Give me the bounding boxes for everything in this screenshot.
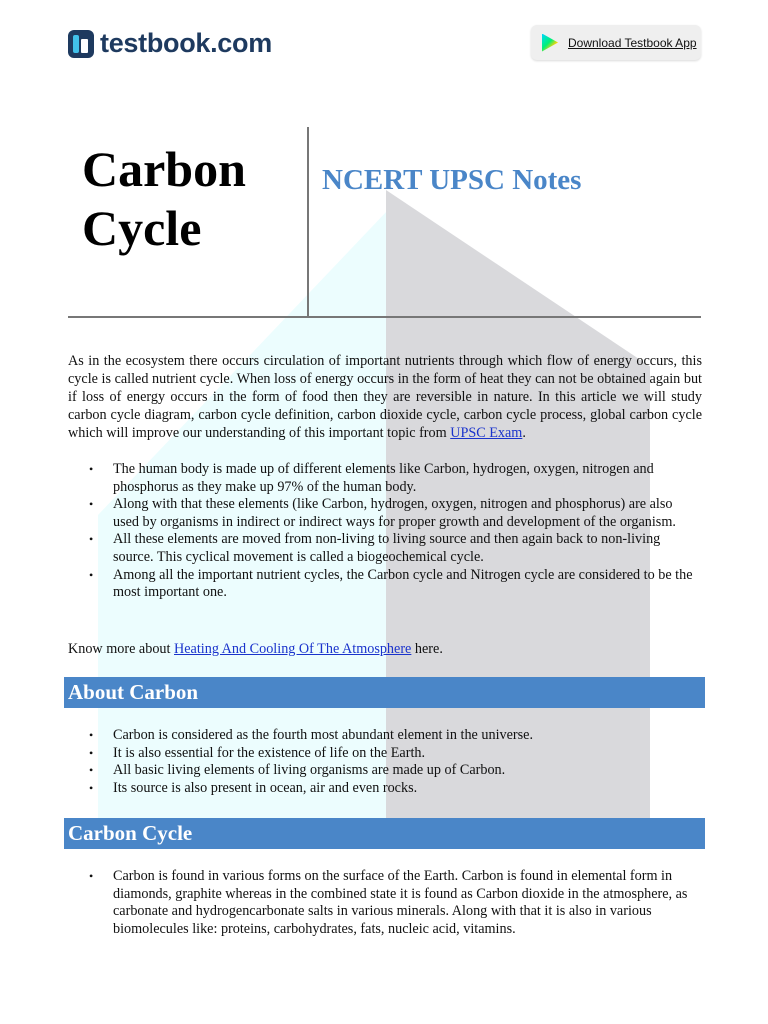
bullet-icon: •	[89, 869, 94, 883]
list-item	[68, 727, 702, 745]
intro-end: .	[522, 425, 526, 441]
bullet-icon: •	[89, 532, 94, 547]
intro-paragraph	[68, 352, 702, 442]
download-app-label[interactable]: Download Testbook App	[568, 35, 697, 50]
list-item-text: It is also essential for the existence of life on the Earth.	[113, 744, 426, 761]
list-item-text: All these elements are moved from non-living to living source and then again back to non-living source. This cyclical movement is called a biogeochemical cycle.	[113, 531, 661, 565]
section-heading-carbon-cycle	[64, 818, 705, 849]
title-vertical-divider	[307, 127, 309, 317]
carbon-cycle-list	[68, 868, 702, 938]
heating-cooling-link[interactable]: Heating And Cooling Of The Atmosphere	[174, 641, 412, 657]
list-item	[68, 780, 702, 798]
intro-bullet-list	[68, 461, 702, 602]
google-play-icon	[542, 34, 558, 52]
know-more-line	[68, 640, 443, 658]
logo-text: testbook.com	[100, 28, 272, 58]
title-horizontal-divider	[68, 316, 701, 318]
bullet-icon: •	[89, 497, 94, 512]
list-item	[68, 567, 702, 602]
list-item	[68, 762, 702, 780]
section-heading-text: Carbon Cycle	[68, 821, 193, 845]
list-item	[68, 868, 702, 938]
about-carbon-list	[68, 727, 702, 797]
upsc-exam-link[interactable]: UPSC Exam	[450, 425, 523, 441]
download-app-button[interactable]	[531, 25, 701, 60]
list-item	[68, 745, 702, 763]
list-item-text: The human body is made up of different elements like Carbon, hydrogen, oxygen, nitrogen and phosphorus as they make up 97% of the human body.	[113, 461, 654, 495]
bullet-icon: •	[89, 462, 94, 476]
list-item-text: Its source is also present in ocean, air and even rocks.	[113, 779, 418, 796]
testbook-logo[interactable]	[68, 28, 272, 59]
bullet-icon: •	[89, 728, 94, 742]
testbook-logo-icon	[68, 30, 94, 58]
bullet-icon: •	[89, 567, 94, 582]
bullet-icon: •	[89, 745, 94, 760]
list-item-text: All basic living elements of living organisms are made up of Carbon.	[113, 762, 506, 779]
list-item-text: Carbon is considered as the fourth most abundant element in the universe.	[113, 727, 533, 743]
bullet-icon: •	[89, 780, 94, 795]
intro-text: As in the ecosystem there occurs circulation of important nutrients through which flow of energy occurs, this cycle is called nutrient cycle. When loss of energy occurs in the form of heat they can not be obtained again but if loss of energy occurs in the form of food then they are reversible in nature. In this article we will study carbon cycle diagram, carbon cycle definition, carbon dioxide cycle, carbon cycle process, global carbon cycle which will improve our understanding of this important topic from	[68, 353, 702, 441]
list-item	[68, 531, 702, 566]
list-item	[68, 461, 702, 496]
know-more-suffix: here.	[411, 641, 443, 657]
list-item-text: Along with that these elements (like Carbon, hydrogen, oxygen, nitrogen and phosphorus) are also used by organisms in indirect or indirect ways for proper growth and development of the organism.	[113, 496, 676, 530]
page-subtitle: NCERT UPSC Notes	[322, 164, 582, 196]
list-item-text: Among all the important nutrient cycles, the Carbon cycle and Nitrogen cycle are considered to be the most important one.	[113, 566, 693, 601]
page-title: Carbon Cycle	[82, 141, 246, 256]
list-item-text: Carbon is found in various forms on the surface of the Earth. Carbon is found in elemental form in diamonds, graphite whereas in the combined state it is found as Carbon dioxide in the atmosphere, as carbonate and hydrogencarbonate salts in various minerals. Along with that it is also in various biomolecules like: proteins, carbohydrates, fats, nucleic acid, vitamins.	[113, 868, 688, 937]
list-item	[68, 496, 702, 531]
section-heading-text: About Carbon	[68, 680, 199, 704]
bullet-icon: •	[89, 763, 94, 778]
section-heading-about-carbon	[64, 677, 705, 708]
know-more-prefix: Know more about	[68, 641, 174, 657]
